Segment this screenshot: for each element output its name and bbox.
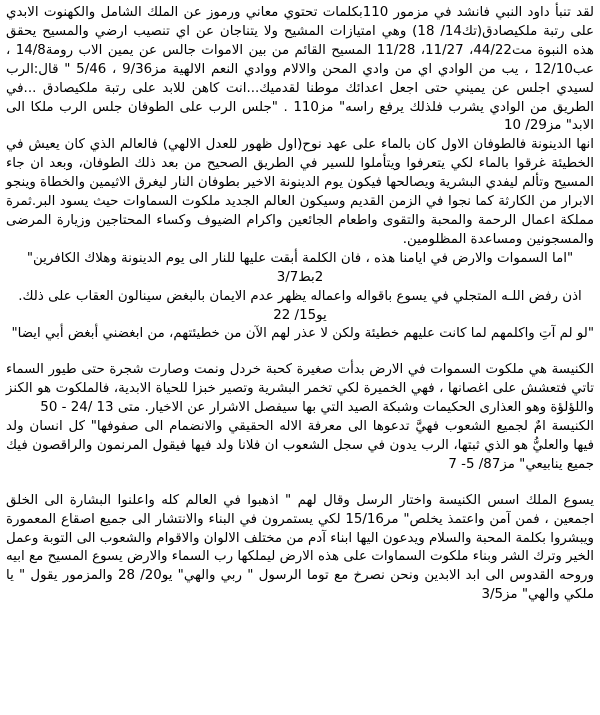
paragraph-apostles: يسوع الملك اسس الكنيسة واختار الرسل وقال لهم " اذهبوا في العالم كله واعلنوا البشارة الى الخلق اجمعين ، فمن آمن واعتمذ يخلص" مر15/16 لكي يستمرون في البناء والانتشار الى جميع اصقاع المعمورة ويبشروا بكلمة المحبة والسلام ويدعون اليها ابناء آدم من مختلف الالوان والاقوام والشعوب الى التوبة وعمل الخير وترك الشر وبناء ملكوت السماوات على هذه الارض ليملكها رب السماء والارض يسوع المسيح مع ابيه وروحه القدوس الى ابد الابدين ونحن نصرخ مع توما الرسول " ربي والهي" يو20/ 28 والمزمور يقول " يا ملكي والهي" مز3/5 <box>6 492 595 603</box>
spacer <box>6 475 594 492</box>
quote-john: "لو لم آتِ واكلمهم لما كانت عليهم خطيئة ولكن لا عذر لهم الآن من خطيئتهم، من ابغضني أبغض أبي ايضا" <box>11 326 594 342</box>
reference-john-15: يو15/ 22 <box>273 307 327 323</box>
paragraph-church-mother: الكنيسة امٌ لجميع الشعوب فهيَّ تدعوها الى معرفة الاله الحقيقي والانضمام الى صفوفها" كل انسان ولد فيها والعليُّ هو الذي ثبتها، الرب يدون في سجل الشعوب ان فلانا ولد فيها فيقول المرنمون والراقصون فيك جميع ينابيعي" مز87/ 5- 7 <box>6 419 594 472</box>
quote-2-peter: "اما السموات والارض في ايامنا هذه ، فان الكلمة أبقت عليها للنار الى يوم الدينونة وهلاك الكافرين" 2بط3/7 <box>26 250 574 285</box>
paragraph-church-kingdom: الكنيسة هي ملكوت السموات في الارض بدأت صغيرة كحبة خردل ونمت وصارت شجرة حتى طيور السماء تاتي فتعشش على اغصانها ، فهي الخميرة لكي تخمر البشرية وتصير خبزا للحياة الابدية، فالملكوت هو الكنز واللؤلؤة وهو العذارى الحكيمات وشبكة الصيد التي بها سيفصل الاشرار عن الاخيار. متى 13 /24 - 50 <box>6 362 594 416</box>
spacer <box>6 344 594 361</box>
paragraph-psalm-110: لقد تنبأ داود النبي فانشد في مزمور 110بكلمات تحتوي معاني ورموز عن الملك الشامل والكهنوت الابدي على رتبة ملكيصادق(تك14/ 18) وهي امتيازات المشيح ولا يتناجان عن اي تنصيب ارضي والمسيح يحقق هذه النبوة مت44/22، 11/27، 11/28 المسيح القائم من بين الاموات جالس عن يمين الاب رومة14/8 ، عب12/10 ، يب من الوادي اي من وادي المحن والالام ووادي النعم الالهية مز9/36 ، 5/46 " قال:الرب لسيدي اجلس عن يميني حتى اجعل اعدائك موطنا لقدميك...انت كاهن للابد على رتبة ملكيصادق ...في الطريق من الوادي يشرب فلذلك يرفع راسه" مز110 . "جلس الرب على الطوفان جلس الرب ملكا الى الابد" مز29/ 10 <box>6 5 594 134</box>
paragraph-rejection: اذن رفض اللـه المتجلي في يسوع باقواله واعماله يظهر عدم الايمان بالبغض سينالون العقاب على ذلك. <box>18 288 582 304</box>
paragraph-flood-judgement: انها الدينونة فالطوفان الاول كان بالماء على عهد نوح(اول ظهور للعدل الالهي) فالعالم الذي كان يعيش في الخطيئة غرقوا بالماء لكي يتعرفوا ويتأملوا للسير في الطريق الصحيح من بعد ذلك الطوفان، وبعد ان جاء المسيح وتألم ليفدي البشرية ويصالحها فيكون يوم الدينونة الاخير بطوفان النار ليغرق الاثيمين والخطاة وينجو الابرار من الكارثة كما نجوا في الزمن القديم وسيكون العالم الجديد ملكوت السماوات حيث يسود البر.ثمرة مملكة اعمال الرحمة والمحبة والتقوى واطعام الجائعين واكرام الضيوف وكساء المحتاجين وزيارة المرضى والمسجونين ومساعدة المظلومين. <box>6 137 594 247</box>
